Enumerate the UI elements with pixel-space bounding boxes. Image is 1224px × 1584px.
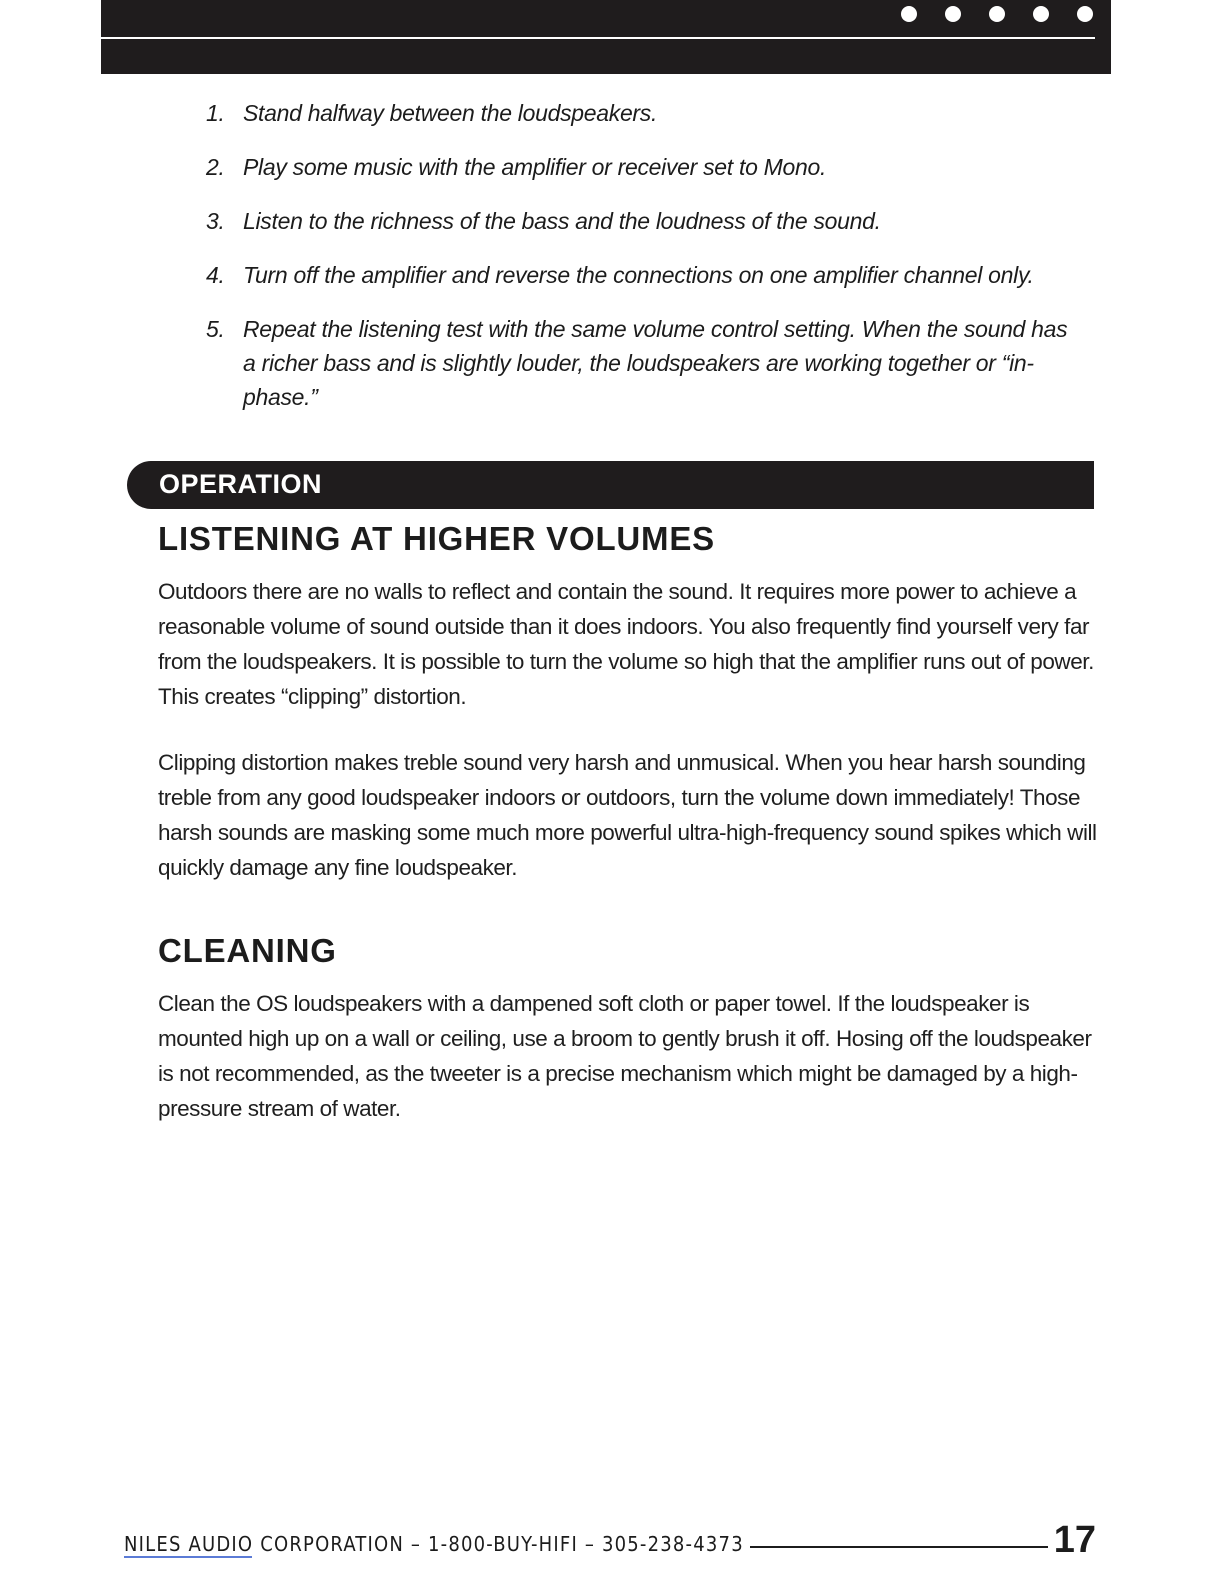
step-number: 3. <box>206 208 225 234</box>
step-number: 2. <box>206 154 225 180</box>
listening-paragraph-1: Outdoors there are no walls to reflect and contain the sound. It requires more power to achieve a reasonable volume of sound outside than it does indoors. You also frequently find yourself very far from the loudspeakers. It is possible to turn the volume so high that the amplifier runs out of power. This creates “clipping” distortion. <box>158 579 1094 709</box>
step-item <box>206 150 1076 184</box>
footer-company: NILES AUDIO CORPORATION – 1-800-BUY-HIFI – 305-238-4373 <box>124 1532 744 1556</box>
section-banner-label: OPERATION <box>159 469 323 499</box>
step-text: Repeat the listening test with the same volume control setting. When the sound has a richer bass and is slightly louder, the loudspeakers are working together or “in-phase.” <box>243 316 1068 410</box>
cleaning-paragraph: Clean the OS loudspeakers with a dampened soft cloth or paper towel. If the loudspeaker is mounted high up on a wall or ceiling, use a broom to gently brush it off. Hosing off the loudspeaker is not recommended, as the tweeter is a precise mechanism which might be damaged by a high-pressure stream of water. <box>158 991 1092 1121</box>
phase-test-steps <box>206 96 1076 434</box>
section-banner <box>127 461 1094 509</box>
page-footer <box>124 1516 1096 1560</box>
step-item <box>206 258 1076 292</box>
header-dots <box>901 6 1093 22</box>
header-rule <box>101 37 1095 39</box>
page-number: 17 <box>1053 1519 1096 1561</box>
dot-icon <box>901 6 917 22</box>
listening-heading: LISTENING AT HIGHER VOLUMES <box>158 520 715 557</box>
footer-rule <box>750 1546 1048 1548</box>
step-number: 5. <box>206 316 225 342</box>
listening-paragraph-2: Clipping distortion makes treble sound very harsh and unmusical. When you hear harsh sounding treble from any good loudspeaker indoors or outdoors, turn the volume down immediately! Those harsh sounds are masking some much more powerful ultra-high-frequency sound spikes which will quickly damage any fine loudspeaker. <box>158 750 1097 880</box>
dot-icon <box>1077 6 1093 22</box>
dot-icon <box>945 6 961 22</box>
cleaning-heading: CLEANING <box>158 932 337 969</box>
dot-icon <box>1033 6 1049 22</box>
footer-underline <box>124 1556 252 1558</box>
step-item <box>206 312 1076 414</box>
step-text: Stand halfway between the loudspeakers. <box>243 100 658 126</box>
step-text: Turn off the amplifier and reverse the connections on one amplifier channel only. <box>243 262 1034 288</box>
step-item <box>206 96 1076 130</box>
step-item <box>206 204 1076 238</box>
step-text: Play some music with the amplifier or receiver set to Mono. <box>243 154 827 180</box>
step-number: 1. <box>206 100 225 126</box>
step-number: 4. <box>206 262 225 288</box>
dot-icon <box>989 6 1005 22</box>
header-bar <box>101 0 1111 74</box>
step-text: Listen to the richness of the bass and the loudness of the sound. <box>243 208 881 234</box>
